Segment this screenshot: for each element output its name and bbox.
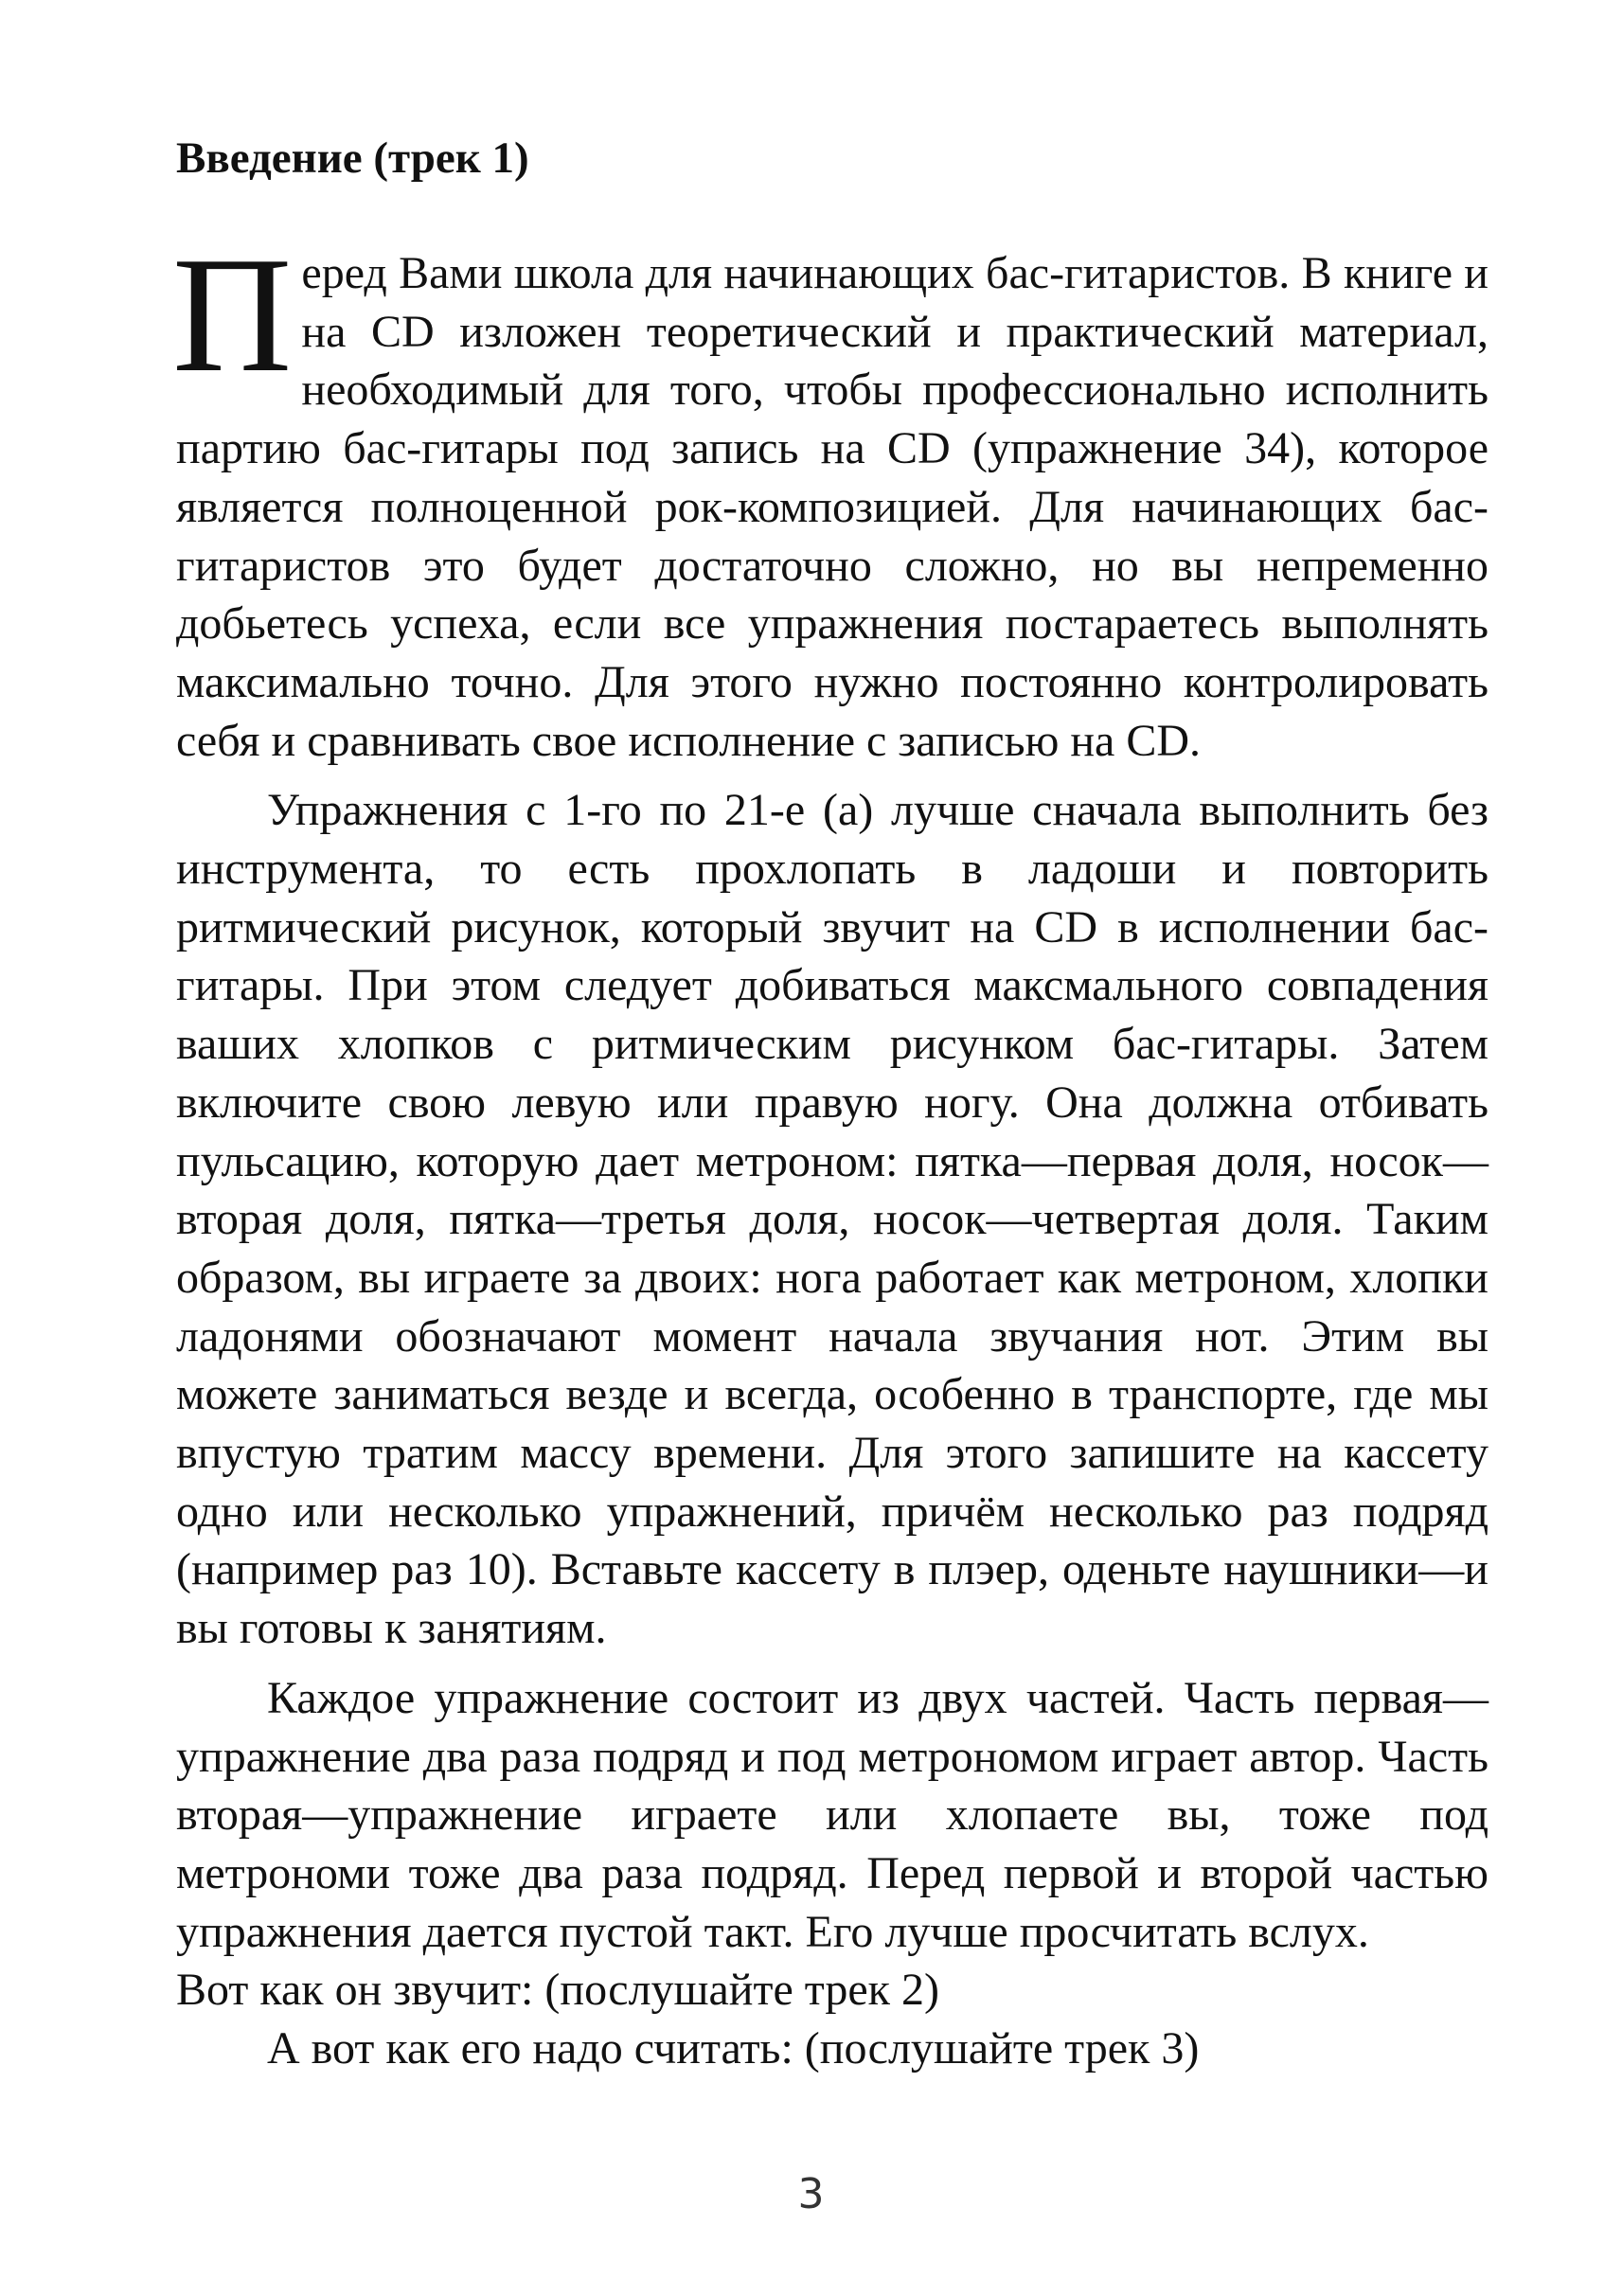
section-heading: Введение (трек 1) bbox=[176, 133, 529, 183]
paragraph-track-3: А вот как его надо считать: (послушайте трек 3) bbox=[267, 2023, 1200, 2074]
paragraph-intro bbox=[172, 222, 1488, 770]
paragraph-exercises: Упражнения с 1-го по 21-е (а) лучше сначала выполнить без инструмента, то есть прохлопать в ладоши и повторить ритмический рисунок, который звучит на CD в исполнении бас-гитары. При этом следует добиваться максмального совпадения ваших хлопков с ритмическим рисунком бас-гитары. Затем включите свою левую или правую ногу. Она должна отбивать пульсацию, которую дает метроном: пятка—первая доля, носок—вторая доля, пятка—третья доля, носок—четвертая доля. Таким образом, вы играете за двоих: нога работает как метроном, хлопки ладонями обозначают момент начала звучания нот. Этим вы можете заниматься везде и всегда, особенно в транспорте, где мы впустую тратим массу времени. Для этого запишите на кассету одно или несколько упражнений, причём несколько раз подряд (например раз 10). Вставьте кассету в плэер, оденьте наушники—и вы готовы к занятиям. bbox=[176, 785, 1488, 1654]
paragraph-track-2: Вот как он звучит: (послушайте трек 2) bbox=[176, 1965, 939, 2016]
body-text bbox=[172, 222, 1488, 2078]
page-number: 3 bbox=[797, 2170, 825, 2218]
paragraph-intro-text: еред Вами школа для начинающих бас-гитаристов. В книге и на CD изложен теоретический и практический материал, необходимый для того, чтобы профессионально исполнить партию бас-гитары под запись на CD (упражнение 34), которое является полноценной рок-композицией. Для начинающих бас-гитаристов это будет достаточно сложно, но вы непременно добьетесь успеха, если все упражнения постараетесь выполнять максимально точно. Для этого нужно постоянно контролировать себя и сравнивать свое исполнение с записью на CD. bbox=[176, 248, 1488, 766]
paragraph-structure: Каждое упражнение состоит из двух частей. Часть первая—упражнение два раза подряд и под метрономом играет автор. Часть вторая—упражнение играете или хлопаете вы, тоже под метрономи тоже два раза подряд. Перед первой и второй частью упражнения дается пустой такт. Его лучше просчитать вслух. bbox=[176, 1672, 1488, 1957]
drop-cap: П bbox=[172, 222, 293, 406]
